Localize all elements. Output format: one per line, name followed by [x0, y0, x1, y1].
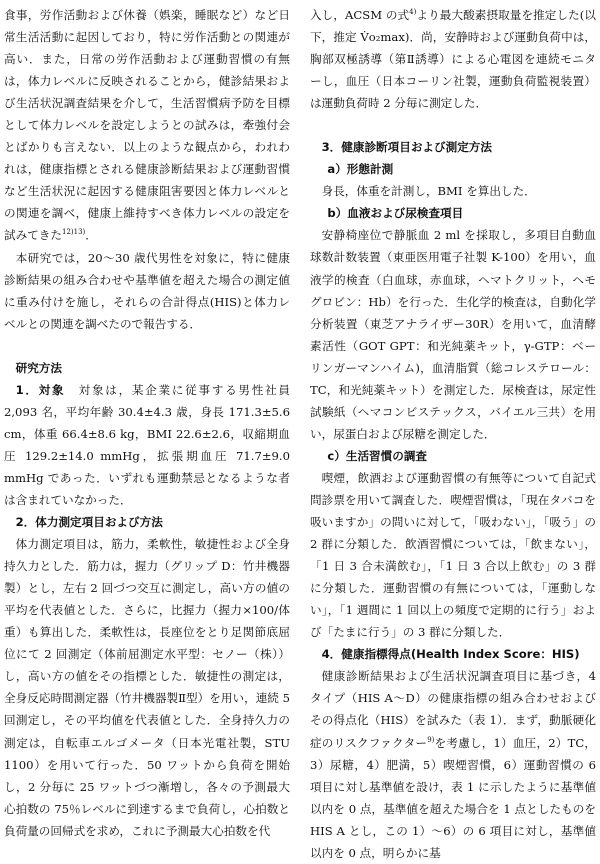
intro-paragraph-continued [4, 4, 290, 247]
health-exam-heading: 3．健康診断項目および測定方法 [321, 140, 492, 155]
blood-urine-heading: b）血液および尿検査項目 [327, 206, 464, 221]
subjects-paragraph [4, 379, 290, 511]
left-column [4, 4, 290, 842]
health-index-heading: 4．健康指標得点(Health Index Score：HIS) [321, 647, 580, 662]
lifestyle-heading: c）生活習慣の調査 [327, 448, 428, 463]
section-heading-methods: 研究方法 [15, 360, 62, 375]
anthropometry-heading: a）形態計測 [327, 162, 394, 177]
right-column [310, 4, 596, 864]
study-aim-paragraph: 本研究では，20～30 歳代男性を対象に，特に健康診断結果の組み合わせや基準値を超えた場合の測定値に重み付けを施し，それらの合計得点(HIS)と体力レベルとの関連を調べたので報告する． [4, 250, 290, 331]
health-index-text-a: 健康診断結果および生活状況調査項目に基づき，4 タイプ（HIS A～D）の健康指標の組み合わせおよびその得点化（HIS）を試みた（表 1）．まず，動脈硬化症のリスクファクター [310, 669, 596, 750]
vo2max-text-b: より最大酸素摂取量を推定した(以下，推定 V̇o₂max)．尚，安静時および運動負荷中は，胸部双極誘導（第Ⅱ誘導）による心電図を連続モニターし，血圧（日本コーリン社製，運動負荷監視装置）は運動負荷時 2 分毎に測定した． [310, 8, 596, 111]
citation-superscript: 4) [409, 8, 417, 17]
vo2max-paragraph [310, 4, 596, 114]
intro-text-end: ． [85, 228, 97, 243]
fitness-tests-heading: 2．体力測定項目および方法 [15, 515, 163, 530]
health-index-text-b: を考慮し，1）血圧，2）TC，3）尿糖，4）肥満，5）喫煙習慣，6）運動習慣の 6 項目に対し基準値を設け，表 1 に示したように基準値以内を 0 点，基準値を超えた場合を 1 点としたものを HIS A とし，この 1）～6）の 6 項目に対し，基準値以内を 0 点，明らかに基 [310, 735, 597, 860]
blood-urine-paragraph: 安静椅座位で静脈血 2 ml を採取し，多項目自動血球数計数装置（東亜医用電子社製 K-100）を用い，血液学的検査（白血球，赤血球，ヘマトクリット，ヘモグロビン：Hb）を行った．生化学的検査は，自動化学分析装置（東芝アナライザー30R）を用いて，血清酵素活性（GOT GPT：和光純薬キット，γ-GTP：ベーリンガーマンハイム)，血清脂質（総コレステロール：TC，和光純薬キット）を測定した．尿検査は，尿定性試験紙（ヘマコンビステックス，バイエル三共）を用い，尿蛋白および尿糖を測定した． [310, 228, 596, 441]
lifestyle-paragraph: 喫煙，飲酒および運動習慣の有無等について自記式問診票を用いて調査した．喫煙習慣は，「現在タバコを吸いますか」の問いに対して，「吸わない」，「吸う」の 2 群に分類した．飲酒習慣については，「飲まない」，「1 日 3 合未満飲む」，「1 日 3 合以上飲む」の 3 群に分類した．運動習慣の有無については，「運動しない」，「1 週間に 1 回以上の頻度で定期的に行う」および「たまに行う」の 3 群に分類した． [310, 470, 596, 640]
subjects-text: 対象は，某企業に従事する男性社員 2,093 名，平均年齢 30.4±4.3 歳，身長 171.3±5.6 cm，体重 66.4±8.6 kg，BMI 22.6±2.6，収縮期血圧 129.2±14.0 mmHg，拡張期血圧 71.7±9.0 mmHg であった．いずれも運動禁忌となるような者は含まれていなかった． [4, 382, 290, 507]
citation-superscript: 12)13) [61, 228, 86, 237]
anthropometry-paragraph: 身長，体重を計測し，BMI を算出した． [321, 184, 536, 199]
health-index-paragraph [310, 665, 596, 863]
fitness-tests-paragraph: 体力測定項目は，筋力，柔軟性，敏捷性および全身持久力とした．筋力は，握力（グリップ D：竹井機器製）とし，左右 2 回づつ交互に測定し，高い方の値の平均を代表値とした．さらに，比握力（握力×100/体重）も算出した．柔軟性は，長座位をとり足関節底屈位にて 2 回測定（体前屈測定水平型：セノー（株））し，高い方の値をその指標とした．敏捷性の測定は，全身反応時間測定器（竹井機器製Ⅱ型）を用い，連続 5 回測定し，その平均値を代表値とした．全身持久力の測定は，自転車エルゴメータ（日本光電社製，STU 1100）を用いて行った．50 ワットから負荷を開始し，2 分毎に 25 ワットづつ漸増し，各々の予測最大心拍数の 75％レベルに到達するまで負荷し，心拍数と負荷量の回帰式を求め，これに予測最大心拍数を代 [4, 537, 290, 838]
subjects-heading: 1．対象 [15, 382, 66, 397]
vo2max-text-a: 入し，ACSM の式 [310, 8, 410, 22]
citation-superscript: 9) [427, 735, 435, 744]
intro-text: 食事，労作活動および休養（娯楽，睡眠など）など日常生活活動に起因しており，特に労作活動との関連が高い．また，日常の労作活動および運動習慣の有無は，体力レベルに反映されることから，健診結果および生活状況調査結果を介して，生活習慣病予防を目標として体力レベルを設定しようとの試みは，牽強付会とばかりも言えない．以上のような観点から，われわれは，健康指標とされる健康診断結果および運動習慣など生活状況に起因する健康阻害要因と体力レベルとの関連を調べ，健康上維持すべき体力レベルの設定を試みてきた [4, 8, 290, 243]
